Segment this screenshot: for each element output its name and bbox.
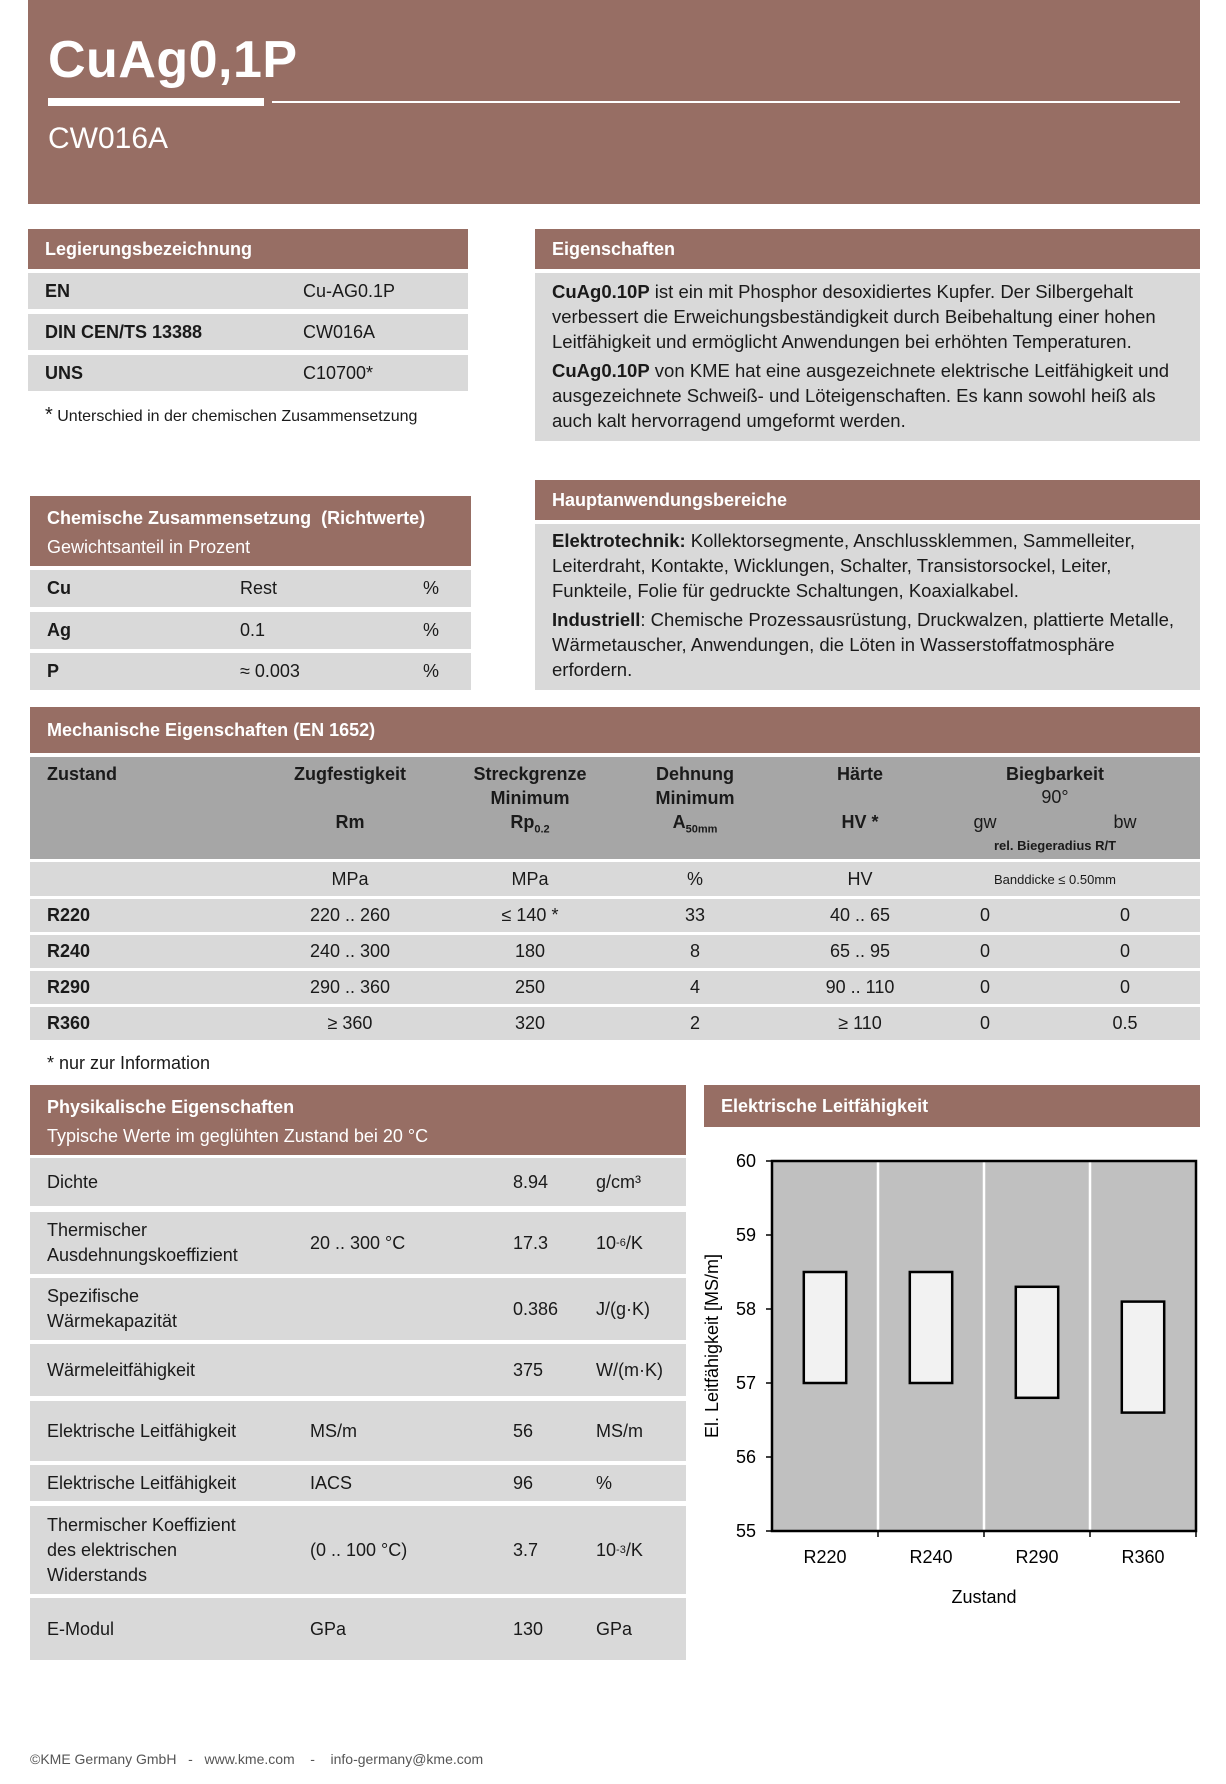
applications-body: [535, 524, 1200, 690]
rp: ≤ 140 *: [501, 905, 559, 925]
properties-paragraph: [552, 358, 1183, 433]
property-condition: 20 .. 300 °C: [310, 1232, 406, 1253]
element-symbol: P: [47, 661, 60, 681]
element-unit: %: [423, 578, 440, 598]
element-unit: %: [423, 661, 440, 681]
mechanical-header: [30, 757, 1200, 859]
streck-subscript: 0.2: [534, 823, 550, 836]
property-unit: g/cm³: [596, 1171, 641, 1192]
col-streck-symbol: [435, 810, 625, 842]
physical-subheading: Typische Werte im geglühten Zustand bei 20 °C: [47, 1126, 429, 1146]
property-value: 130: [513, 1618, 544, 1639]
alloy-row: [28, 273, 468, 309]
state: R220: [47, 905, 91, 925]
y-tick-label: 58: [735, 1299, 756, 1319]
x-axis-label: Zustand: [951, 1587, 1017, 1607]
alloy-row: [28, 355, 468, 391]
a: 8: [689, 941, 700, 961]
alloy-row: [28, 314, 468, 350]
rp: 180: [514, 941, 546, 961]
x-tick-label: R360: [1121, 1547, 1165, 1567]
hv: 90 .. 110: [825, 977, 895, 997]
title-rule: [272, 101, 1180, 103]
gw: 0: [979, 977, 990, 997]
physical-row: [30, 1344, 686, 1396]
physical-row: [30, 1465, 686, 1501]
property-unit: %: [596, 1472, 613, 1493]
y-tick-label: 55: [735, 1521, 756, 1541]
footer-separator: -: [188, 1751, 193, 1767]
y-axis-label: El. Leitfähigkeit [MS/m]: [702, 1253, 722, 1439]
chart-heading: Elektrische Leitfähigkeit: [704, 1085, 1200, 1127]
chemical-heading: Chemische Zusammensetzung (Richtwerte): [47, 508, 426, 528]
property-value: 17.3: [513, 1232, 549, 1253]
dehn-symbol: A: [672, 812, 686, 832]
x-tick-label: R240: [909, 1547, 953, 1567]
footer-copyright: ©KME Germany GmbH: [30, 1751, 177, 1767]
rm: 220 .. 260: [309, 905, 391, 925]
physical-row: [30, 1158, 686, 1206]
unit-streck: MPa: [511, 868, 549, 889]
chemical-row: [30, 653, 471, 690]
rm: ≥ 360: [327, 1013, 373, 1033]
element-symbol: Ag: [47, 620, 71, 640]
application-category: Elektrotechnik:: [552, 530, 686, 551]
title-underline: [48, 98, 264, 106]
alloy-name: CuAg0.10P: [552, 281, 650, 302]
a: 2: [689, 1013, 700, 1033]
mechanical-row: [30, 899, 1200, 932]
property-unit: 10 -6 /K: [596, 1232, 643, 1253]
properties-body: [535, 273, 1200, 441]
range-bar: [1122, 1302, 1164, 1413]
element-value: 0.1: [240, 620, 266, 640]
property-condition: IACS: [310, 1472, 353, 1493]
properties-text: von KME hat eine ausgezeichnete elektrische Leitfähigkeit und ausgezeichnete Schweiß- und Löteigenschaften. Es kann sowohl heiß als auch kalt hervorragend umgeformt werden.: [552, 360, 1170, 431]
y-tick-label: 59: [735, 1225, 756, 1245]
col-gw: gw: [973, 812, 997, 832]
physical-heading: Physikalische Eigenschaften: [47, 1097, 295, 1117]
property-name: Thermischer Ausdehnungskoeffizient: [47, 1220, 238, 1265]
rm: 240 .. 300: [309, 941, 391, 961]
applications-heading: Hauptanwendungsbereiche: [535, 480, 1200, 520]
property-unit: W/(m·K): [596, 1359, 663, 1380]
gw: 0: [979, 905, 990, 925]
property-condition: GPa: [310, 1618, 347, 1639]
bw: 0: [1119, 977, 1130, 997]
gw: 0: [979, 941, 990, 961]
col-zugfestigkeit: Zugfestigkeit: [293, 764, 406, 784]
alloy-value: CW016A: [303, 321, 376, 342]
chemical-heading-box: [30, 496, 471, 566]
range-bar: [910, 1272, 952, 1383]
application-category: Industriell: [552, 609, 641, 630]
x-tick-label: R290: [1015, 1547, 1059, 1567]
col-streck-min: Minimum: [490, 788, 570, 808]
bw: 0: [1119, 905, 1130, 925]
a: 33: [684, 905, 706, 925]
property-value: 96: [513, 1472, 534, 1493]
col-streckgrenze: Streckgrenze: [473, 764, 587, 784]
physical-row: [30, 1598, 686, 1660]
hv: 40 .. 65: [829, 905, 891, 925]
hv: 65 .. 95: [829, 941, 891, 961]
dehn-subscript: 50mm: [685, 823, 718, 836]
physical-row: [30, 1401, 686, 1461]
footnote-text: Unterschied in der chemischen Zusammensetzung: [57, 408, 418, 425]
footer: [30, 1751, 483, 1767]
mechanical-units-row: [30, 862, 1200, 896]
col-dehnung: Dehnung: [656, 764, 734, 784]
col-zustand: Zustand: [47, 764, 117, 784]
page-title: CuAg0,1P: [48, 31, 298, 89]
physical-row: [30, 1506, 686, 1594]
property-name: Thermischer Koeffizient des elektrischen Widerstands: [47, 1514, 236, 1585]
state: R240: [47, 941, 91, 961]
col-biegbarkeit: Biegbarkeit: [1005, 764, 1105, 784]
range-bar: [1016, 1287, 1058, 1398]
unit-dehn: %: [686, 868, 703, 889]
property-unit: GPa: [596, 1618, 633, 1639]
mechanical-row: [30, 935, 1200, 968]
streck-symbol: Rp: [510, 812, 535, 832]
alloy-heading: Legierungsbezeichnung: [28, 229, 468, 269]
footer-separator: -: [310, 1751, 315, 1767]
applications-paragraph: [552, 528, 1183, 603]
properties-heading: Eigenschaften: [535, 229, 1200, 269]
hv: ≥ 110: [838, 1013, 882, 1033]
alloy-label: UNS: [45, 362, 84, 383]
state: R290: [47, 977, 91, 997]
property-name: Dichte: [47, 1171, 99, 1192]
element-symbol: Cu: [47, 578, 71, 598]
col-dehn-min: Minimum: [655, 788, 735, 808]
property-value: 8.94: [513, 1171, 549, 1192]
physical-row: [30, 1212, 686, 1274]
unit-biege: Banddicke ≤ 0.50mm: [993, 871, 1117, 887]
mechanical-footnote: * nur zur Information: [47, 1053, 211, 1073]
rp: 320: [514, 1013, 546, 1033]
property-condition: (0 .. 100 °C): [310, 1539, 408, 1560]
page-subtitle: CW016A: [48, 122, 169, 155]
unit-haerte: HV: [847, 868, 873, 889]
unit-zug: MPa: [331, 868, 369, 889]
conductivity-chart: [700, 1135, 1200, 1615]
property-value: 3.7: [513, 1539, 539, 1560]
property-name: Elektrische Leitfähigkeit: [47, 1420, 237, 1441]
applications-paragraph: [552, 607, 1183, 682]
bw: 0: [1119, 941, 1130, 961]
gw: 0: [979, 1013, 990, 1033]
applications-text: : Chemische Prozessausrüstung, Druckwalzen, plattierte Metalle, Wärmetauscher, Anwendungen, die Löten in Wasserstoffatmosphäre erfordern.: [552, 609, 1175, 680]
property-value: 0.386: [513, 1298, 559, 1319]
footer-website-link[interactable]: www.kme.com: [204, 1751, 295, 1767]
header-banner: [28, 0, 1200, 204]
properties-paragraph: [552, 279, 1183, 354]
property-unit: MS/m: [596, 1420, 643, 1441]
col-zug-symbol: Rm: [335, 812, 365, 832]
col-dehn-symbol: [600, 810, 790, 842]
y-tick-label: 56: [735, 1447, 756, 1467]
y-tick-label: 57: [735, 1373, 756, 1393]
col-biege-angle: 90°: [1041, 787, 1069, 807]
property-name: Spezifische Wärmekapazität: [47, 1286, 178, 1331]
alloy-footnote: [45, 404, 417, 427]
chemical-row: [30, 570, 471, 607]
property-value: 56: [513, 1420, 534, 1441]
col-biege-note: rel. Biegeradius R/T: [993, 838, 1117, 853]
element-value: ≈ 0.003: [240, 661, 300, 681]
properties-text: ist ein mit Phosphor desoxidiertes Kupfer. Der Silbergehalt verbessert die Erweichungsbeständigkeit durch Beibehaltung einer hohen Leitfähigkeit und ermöglicht Anwendungen bei erhöhten Temperaturen.: [552, 281, 1156, 352]
x-tick-label: R220: [803, 1547, 847, 1567]
chemical-subheading: Gewichtsanteil in Prozent: [47, 537, 251, 557]
element-value: Rest: [240, 578, 278, 598]
footer-email-link[interactable]: info-germany@kme.com: [330, 1751, 484, 1767]
property-unit: 10 -3 /K: [596, 1539, 643, 1560]
alloy-value: C10700*: [303, 362, 374, 383]
property-name: E-Modul: [47, 1618, 115, 1639]
alloy-value: Cu-AG0.1P: [303, 280, 396, 301]
y-tick-label: 60: [735, 1151, 756, 1171]
bw: 0.5: [1112, 1013, 1138, 1033]
range-bar: [804, 1272, 846, 1383]
col-haerte-symbol: HV *: [841, 812, 879, 832]
applications-text: Kollektorsegmente, Anschlussklemmen, Sammelleiter, Leiterdraht, Kontakte, Wicklungen, Schalter, Transistorsockel, Leiter, Funkteile, Folie für gedruckte Schaltungen, Koaxialkabel.: [552, 530, 1135, 601]
property-name: Wärmeleitfähigkeit: [47, 1359, 196, 1380]
mechanical-heading: Mechanische Eigenschaften (EN 1652): [30, 707, 1200, 753]
rm: 290 .. 360: [309, 977, 391, 997]
chemical-row: [30, 612, 471, 649]
col-bw: bw: [1113, 812, 1137, 832]
property-condition: MS/m: [310, 1420, 357, 1441]
alloy-label: EN: [45, 280, 71, 301]
property-unit: J/(g·K): [596, 1298, 650, 1319]
property-name: Elektrische Leitfähigkeit: [47, 1472, 237, 1493]
property-value: 375: [513, 1359, 544, 1380]
col-haerte: Härte: [836, 764, 884, 784]
physical-heading-box: [30, 1085, 686, 1155]
footnote-star: *: [45, 404, 53, 426]
alloy-name: CuAg0.10P: [552, 360, 650, 381]
physical-row: [30, 1278, 686, 1340]
alloy-label: DIN CEN/TS 13388: [45, 321, 203, 342]
rp: 250: [514, 977, 546, 997]
element-unit: %: [423, 620, 440, 640]
state: R360: [47, 1013, 91, 1033]
a: 4: [689, 977, 700, 997]
mechanical-row: [30, 971, 1200, 1004]
mechanical-row: [30, 1007, 1200, 1040]
